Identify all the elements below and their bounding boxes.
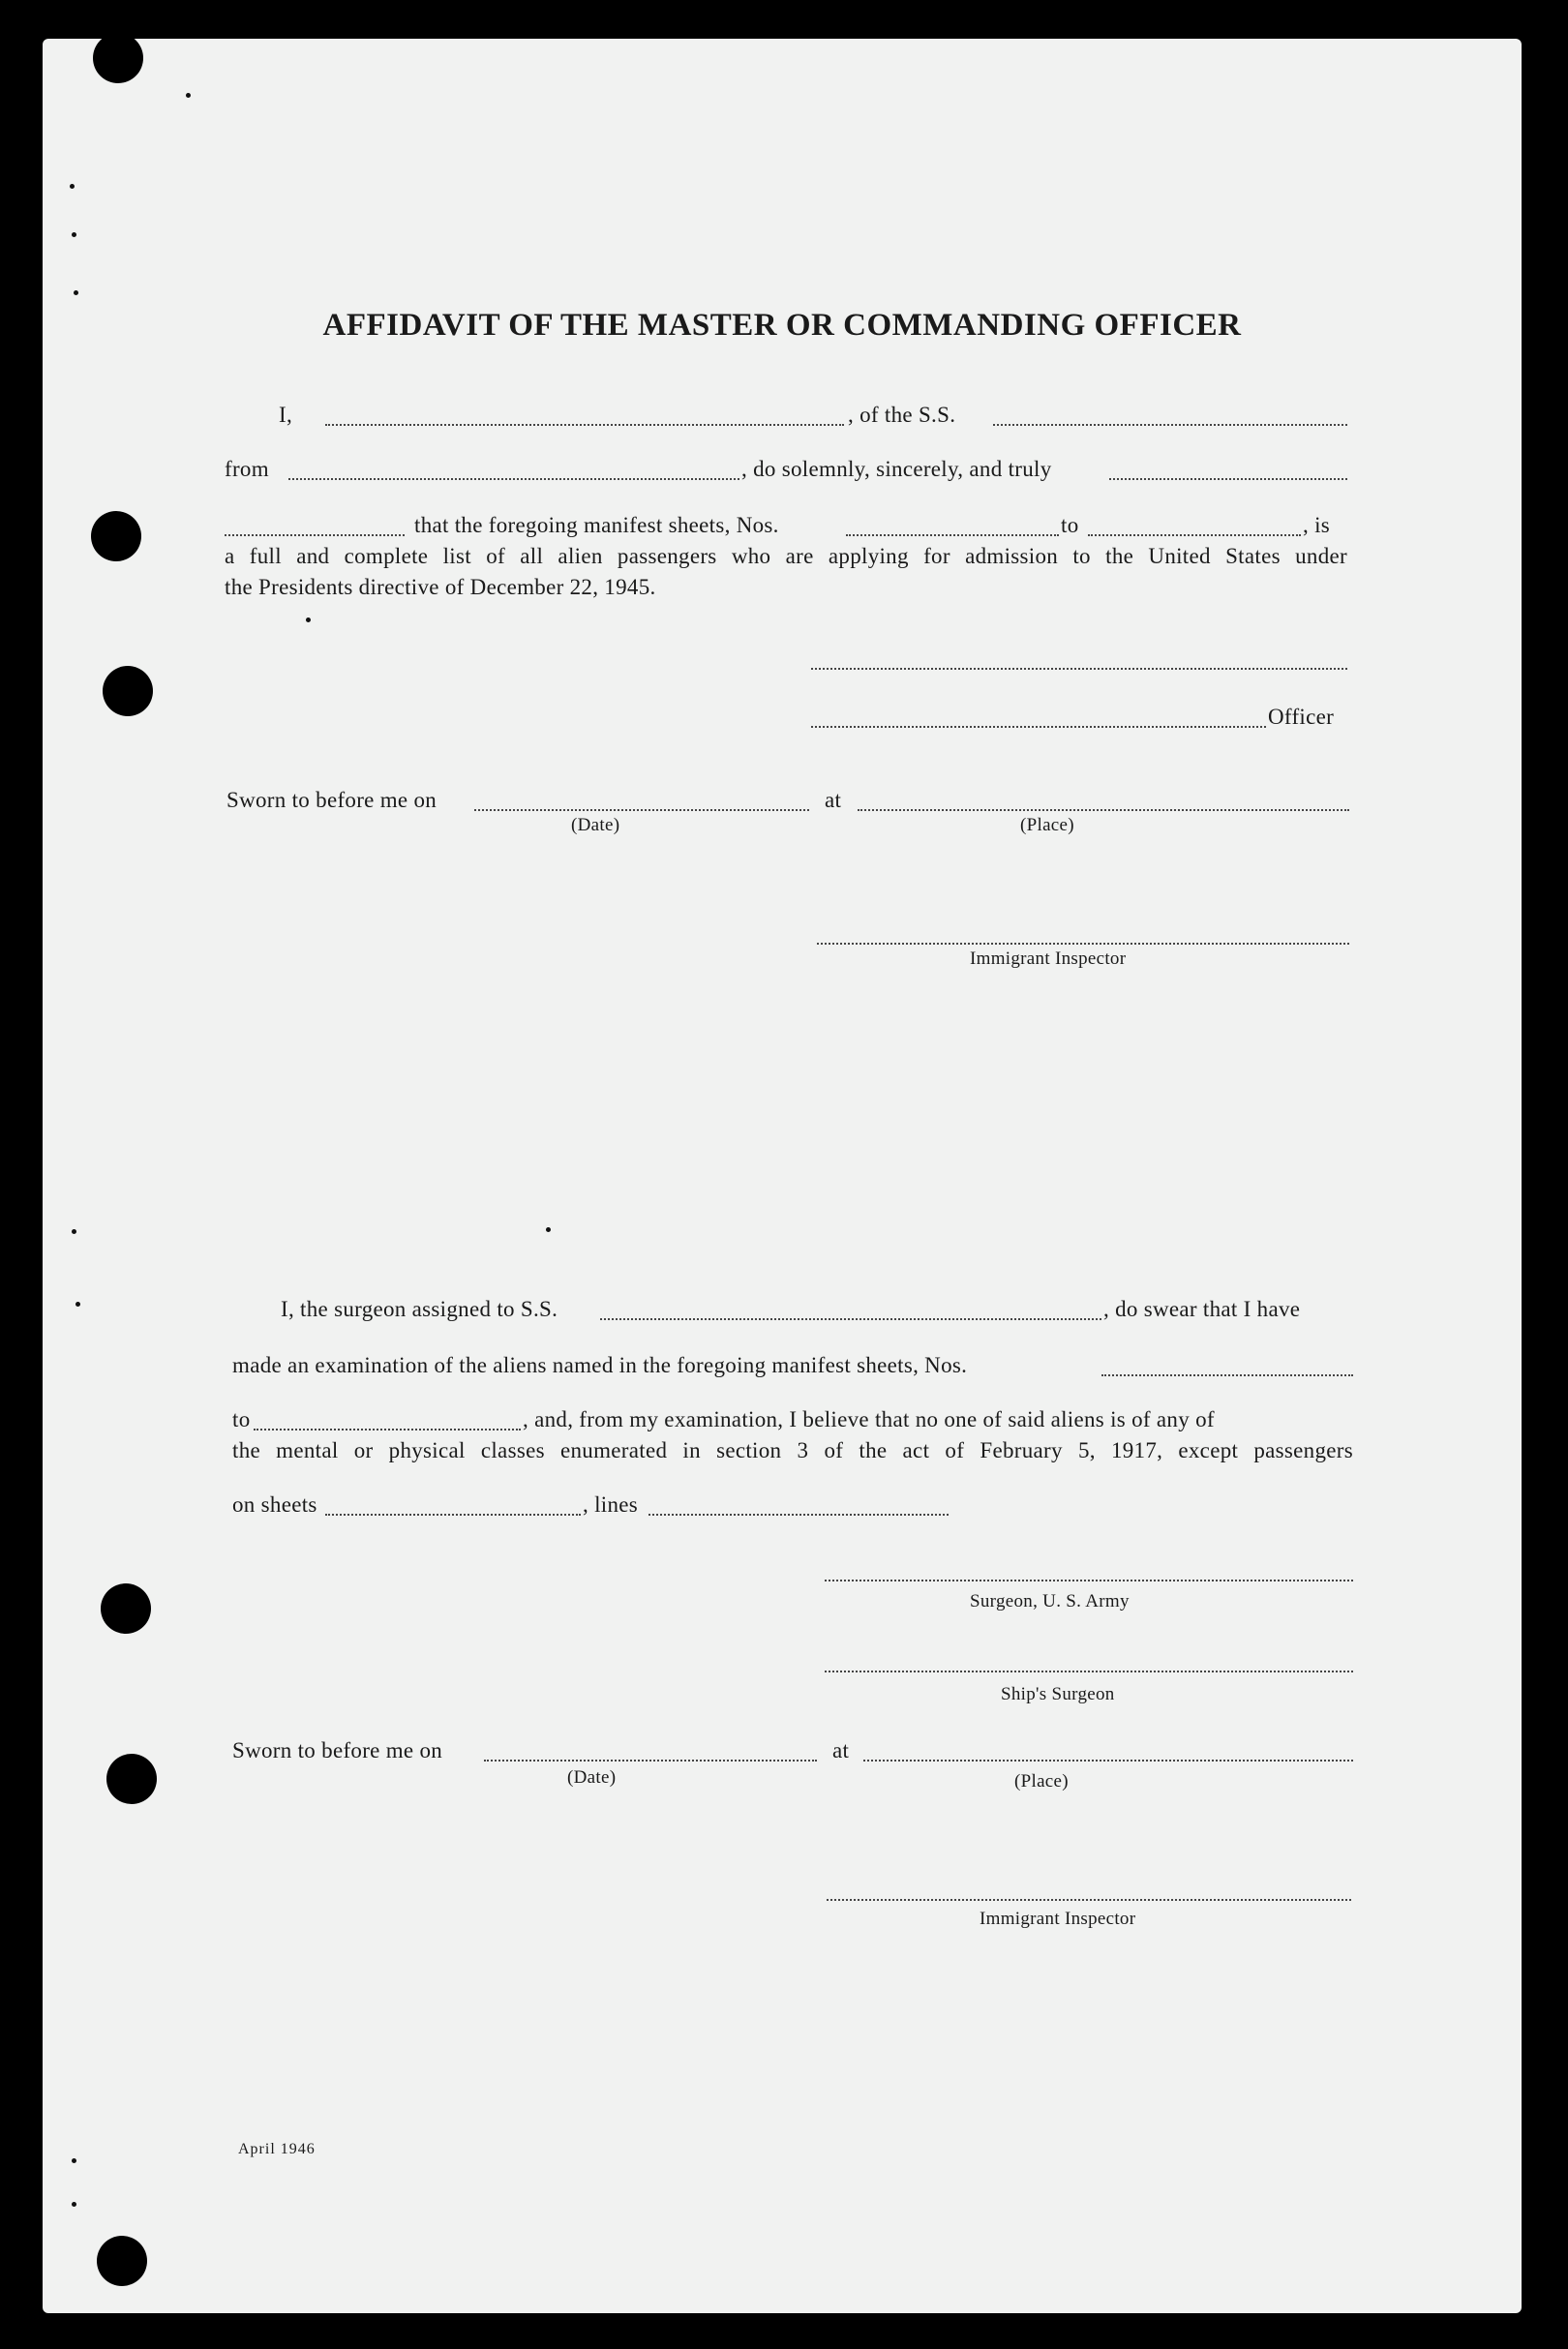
army-surgeon-signature-field[interactable] bbox=[825, 1580, 1353, 1581]
master-inspector-signature-field[interactable] bbox=[817, 943, 1349, 945]
surgeon-swear-label: , do swear that I have bbox=[1103, 1297, 1301, 1321]
master-inspector-caption: Immigrant Inspector bbox=[970, 949, 1127, 969]
master-body-line: a full and complete list of all alien passengers who are applying for admission to the United States under bbox=[225, 544, 1347, 568]
master-signature-line[interactable] bbox=[811, 668, 1347, 670]
master-nos-from-field[interactable] bbox=[846, 534, 1059, 536]
master-at-label: at bbox=[825, 788, 842, 812]
ships-surgeon-caption: Ship's Surgeon bbox=[1001, 1684, 1115, 1704]
punch-hole bbox=[93, 39, 143, 83]
surgeon-place-caption: (Place) bbox=[1014, 1771, 1069, 1792]
officer-label: Officer bbox=[1268, 705, 1335, 729]
surgeon-on-sheets-label: on sheets bbox=[232, 1492, 317, 1517]
master-foregoing-label: that the foregoing manifest sheets, Nos. bbox=[414, 513, 779, 537]
master-of-ss-label: , of the S.S. bbox=[848, 403, 956, 427]
master-declare-field[interactable] bbox=[225, 534, 405, 536]
master-ship-field[interactable] bbox=[993, 424, 1347, 426]
punch-hole bbox=[103, 666, 153, 716]
surgeon-at-label: at bbox=[832, 1738, 850, 1762]
surgeon-lines-field[interactable] bbox=[648, 1514, 949, 1516]
surgeon-ship-field[interactable] bbox=[600, 1318, 1101, 1320]
punch-hole bbox=[106, 1754, 157, 1804]
master-from-label: from bbox=[225, 457, 269, 481]
master-to-label: to bbox=[1061, 513, 1079, 537]
army-surgeon-caption: Surgeon, U. S. Army bbox=[970, 1591, 1130, 1611]
master-nos-to-field[interactable] bbox=[1088, 534, 1301, 536]
master-sworn-label: Sworn to before me on bbox=[226, 788, 437, 812]
master-place-caption: (Place) bbox=[1020, 815, 1074, 835]
punch-hole bbox=[91, 511, 141, 561]
master-sworn-date-field[interactable] bbox=[474, 809, 809, 811]
surgeon-sworn-date-field[interactable] bbox=[484, 1760, 817, 1762]
surgeon-inspector-signature-field[interactable] bbox=[827, 1899, 1351, 1901]
surgeon-sworn-place-field[interactable] bbox=[863, 1760, 1353, 1762]
surgeon-from-exam-label: , and, from my examination, I believe that no one of said aliens is of any of bbox=[523, 1407, 1215, 1431]
master-date-caption: (Date) bbox=[571, 815, 620, 835]
form-title: AFFIDAVIT OF THE MASTER OR COMMANDING OFFICER bbox=[322, 308, 1242, 343]
master-directive-line: the Presidents directive of December 22, 1945. bbox=[225, 575, 656, 599]
officer-signature-field[interactable] bbox=[811, 726, 1266, 728]
master-i-label: I, bbox=[279, 403, 293, 427]
surgeon-lines-label: , lines bbox=[583, 1492, 639, 1517]
master-oath-field[interactable] bbox=[1109, 478, 1347, 480]
surgeon-inspector-caption: Immigrant Inspector bbox=[980, 1909, 1136, 1929]
surgeon-sworn-label: Sworn to before me on bbox=[232, 1738, 443, 1762]
master-sworn-place-field[interactable] bbox=[858, 809, 1349, 811]
master-is-label: , is bbox=[1303, 513, 1331, 537]
surgeon-nos-to-field[interactable] bbox=[254, 1429, 521, 1430]
surgeon-to-label: to bbox=[232, 1407, 251, 1431]
master-from-field[interactable] bbox=[288, 478, 739, 480]
surgeon-date-caption: (Date) bbox=[567, 1767, 617, 1788]
surgeon-nos-from-field[interactable] bbox=[1101, 1374, 1353, 1376]
master-name-field[interactable] bbox=[325, 424, 844, 426]
surgeon-examination-label: made an examination of the aliens named in the foregoing manifest sheets, Nos. bbox=[232, 1353, 968, 1377]
punch-hole bbox=[101, 1583, 151, 1634]
form-date-footer: April 1946 bbox=[238, 2141, 316, 2157]
surgeon-sheets-field[interactable] bbox=[325, 1514, 581, 1516]
surgeon-classes-line: the mental or physical classes enumerated in section 3 of the act of February 5, 1917, except passengers bbox=[232, 1438, 1353, 1462]
master-solemnly-label: , do solemnly, sincerely, and truly bbox=[741, 457, 1052, 481]
affidavit-page bbox=[43, 39, 1522, 2313]
ships-surgeon-signature-field[interactable] bbox=[825, 1671, 1353, 1672]
punch-hole bbox=[97, 2236, 147, 2286]
surgeon-assigned-label: I, the surgeon assigned to S.S. bbox=[281, 1297, 558, 1321]
